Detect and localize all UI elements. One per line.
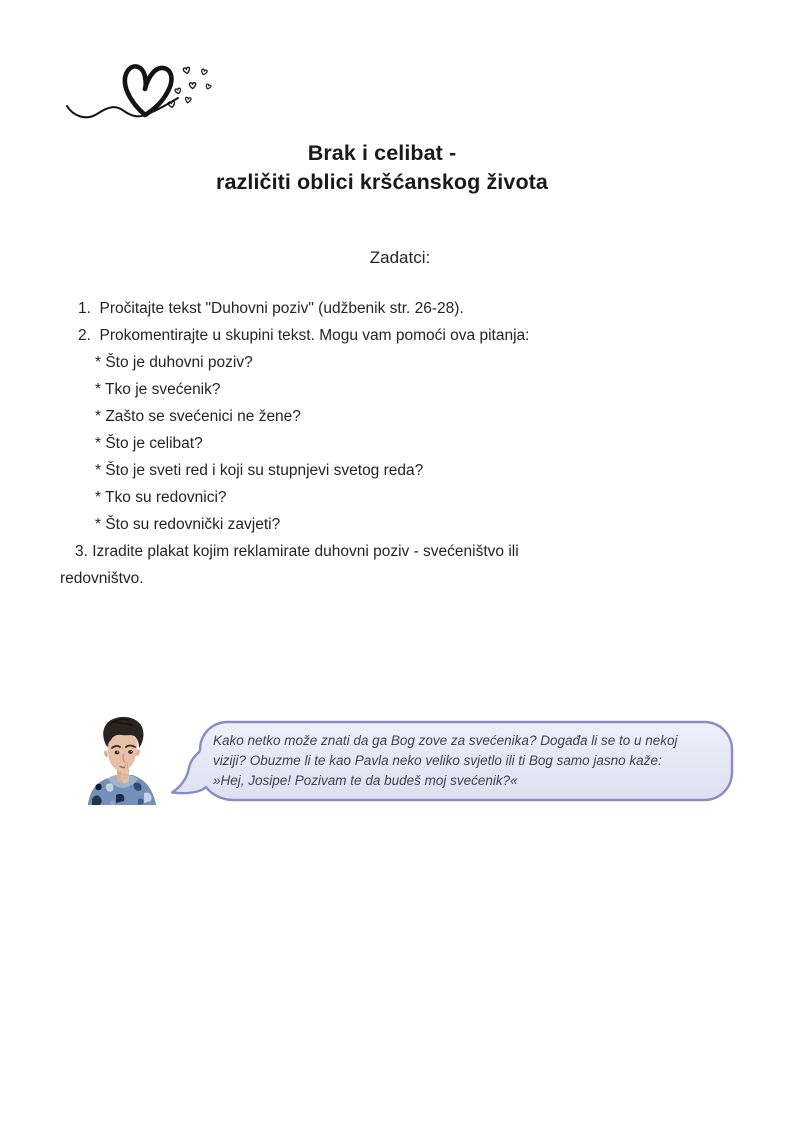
speech-line: viziji? Obuzme li te kao Pavla neko veliko svjetlo ili ti Bog samo jasno kaže: — [213, 753, 662, 768]
task-question-line: * Što je duhovni poziv? — [95, 354, 253, 371]
avatar-eye-highlight — [131, 751, 132, 752]
avatar-eye — [128, 750, 133, 754]
student-avatar — [82, 715, 162, 805]
avatar-ear — [104, 750, 108, 757]
heart-doodle-icon — [64, 56, 236, 128]
task-question-line: * Što je sveti red i koji su stupnjevi svetog reda? — [95, 462, 424, 479]
speech-line: »Hej, Josipe! Pozivam te da budeš moj svećenik?« — [213, 773, 518, 788]
task-line: 2. Prokomentirajte u skupini tekst. Mogu vam pomoći ova pitanja: — [78, 327, 530, 344]
section-heading: Zadatci: — [369, 248, 431, 267]
task-line: 3. Izradite plakat kojim reklamirate duhovni poziv - svećeništvo ili — [75, 543, 519, 560]
task-question-line: * Zašto se svećenici ne žene? — [95, 408, 301, 425]
task-question-line: * Što je celibat? — [95, 435, 203, 452]
doodle-heart-outline — [125, 66, 172, 115]
task-list — [60, 295, 755, 592]
task-line-continuation: redovništvo. — [60, 570, 144, 587]
page-title-line-1: Brak i celibat - — [307, 141, 457, 165]
avatar-eye — [115, 751, 120, 755]
page-title — [0, 139, 782, 197]
task-line: 1. Pročitajte tekst "Duhovni poziv" (udžbenik str. 26-28). — [78, 300, 464, 317]
avatar-eye-highlight — [117, 751, 118, 752]
page-title-line-2: različiti oblici kršćanskog života — [216, 170, 548, 194]
speech-bubble-text — [213, 731, 718, 791]
speech-line: Kako netko može znati da ga Bog zove za svećenika? Događa li se to u nekoj — [213, 733, 678, 748]
task-question-line: * Tko je svećenik? — [95, 381, 221, 398]
task-question-line: * Tko su redovnici? — [95, 489, 227, 506]
task-question-line: * Što su redovnički zavjeti? — [95, 516, 281, 533]
small-heart-icon — [168, 67, 211, 108]
